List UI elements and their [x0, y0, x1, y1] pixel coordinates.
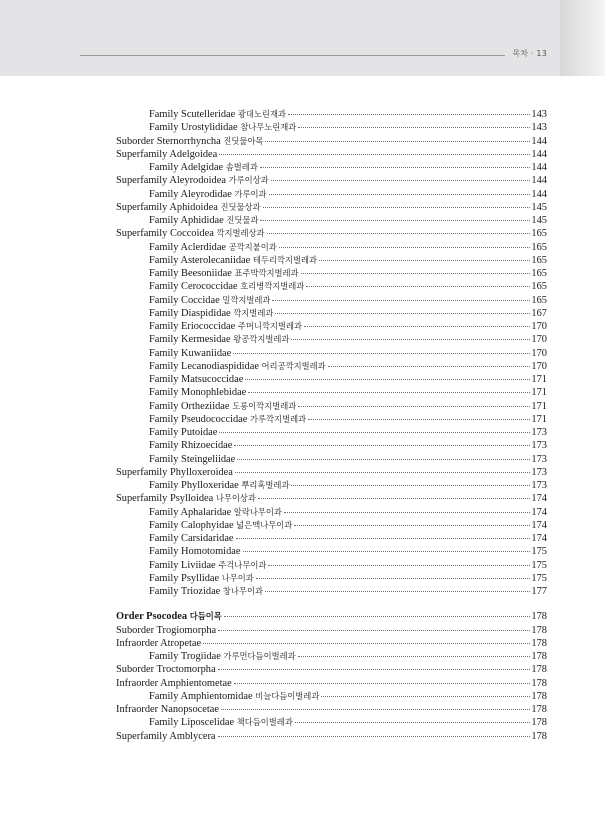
dot-leader	[284, 512, 530, 513]
toc-entry-label	[116, 254, 317, 267]
toc-entry[interactable]	[116, 610, 547, 623]
toc-entry-label	[116, 174, 269, 187]
toc-entry[interactable]	[116, 294, 547, 307]
toc-entry-page-number: 178	[531, 611, 547, 623]
toc-entry-page-number: 143	[531, 109, 547, 120]
dot-leader	[256, 578, 531, 579]
toc-entry-page-number: 144	[531, 175, 547, 187]
dot-leader	[291, 485, 530, 486]
toc-entry-korean-name: 주걱나무이과	[218, 559, 267, 570]
dot-leader	[295, 722, 531, 723]
toc-entry-page-number: 178	[531, 637, 547, 649]
toc-entry[interactable]	[116, 320, 547, 333]
dot-leader	[258, 498, 530, 499]
toc-entry-name: Family Psyllidae	[149, 572, 220, 584]
toc-entry-name: Family Coccidae	[149, 294, 220, 306]
toc-entry[interactable]	[116, 637, 547, 650]
toc-entry-label	[116, 241, 277, 254]
toc-entry-label	[116, 466, 233, 479]
dot-leader	[271, 180, 531, 181]
toc-entry-korean-name: 공깍지붙이과	[228, 241, 277, 252]
toc-entry-page-number: 167	[531, 307, 547, 319]
toc-entry-label	[116, 663, 216, 676]
toc-entry-label	[116, 479, 289, 492]
toc-entry-page-number: 165	[531, 294, 547, 306]
toc-entry-page-number: 173	[531, 440, 547, 452]
toc-entry[interactable]	[116, 360, 547, 373]
toc-entry-korean-name: 주머니깍지벌레과	[237, 321, 302, 331]
toc-entry-label	[116, 506, 282, 519]
toc-entry-korean-name: 표주박깍지벌레과	[234, 268, 299, 278]
toc-entry-name: Family Scutelleridae	[149, 109, 236, 120]
header-band	[0, 0, 560, 76]
toc-entry-korean-name: 알락나무이과	[233, 506, 282, 517]
toc-entry-label	[116, 188, 267, 201]
toc-entry-page-number: 174	[531, 506, 547, 518]
toc-entry-korean-name: 가루이상과	[228, 175, 269, 186]
toc-entry-name: Family Lecanodiaspididae	[149, 360, 259, 372]
toc-entry-label	[116, 519, 292, 532]
toc-entry-page-number: 144	[531, 148, 547, 160]
toc-entry-page-number: 171	[531, 387, 547, 399]
toc-entry-label	[116, 624, 216, 637]
dot-leader	[243, 551, 531, 552]
toc-entry[interactable]	[116, 559, 547, 572]
toc-entry[interactable]	[116, 703, 547, 716]
toc-entry-label	[116, 280, 304, 293]
toc-entry-page-number: 144	[531, 162, 547, 173]
dot-leader	[298, 127, 530, 128]
running-head: 목차 · 13	[508, 48, 547, 59]
toc-entry-name: Family Adelgidae	[149, 162, 224, 173]
dot-leader	[248, 392, 530, 393]
header-shade	[560, 0, 605, 76]
toc-entry-label	[116, 716, 293, 729]
toc-entry-name: Family Kuwaniidae	[149, 347, 232, 359]
toc-entry[interactable]	[116, 426, 547, 439]
toc-entry-page-number: 145	[531, 201, 547, 213]
dot-leader	[263, 207, 531, 208]
toc-entry[interactable]	[116, 624, 547, 637]
toc-entry-korean-name: 밀깍지벌레과	[222, 294, 271, 305]
toc-entry-name: Superfamily Adelgoidea	[116, 148, 218, 160]
toc-entry-page-number: 173	[531, 466, 547, 478]
dot-leader	[298, 406, 530, 407]
dot-leader	[218, 630, 530, 631]
toc-entry-name: Superfamily Aphidoidea	[116, 201, 218, 213]
toc-entry[interactable]	[116, 254, 547, 267]
toc-entry-page-number: 165	[531, 241, 547, 253]
toc-entry[interactable]	[116, 506, 547, 519]
toc-entry-name: Family Rhizoecidae	[149, 440, 233, 452]
toc-entry-page-number: 173	[531, 453, 547, 465]
toc-entry[interactable]	[116, 227, 547, 240]
toc-entry-name: Family Asterolecaniidae	[149, 254, 251, 266]
toc-entry[interactable]	[116, 479, 547, 492]
toc-entry-korean-name: 도롱이깍지벌레과	[232, 400, 297, 411]
toc-entry-label	[116, 572, 254, 585]
dot-leader	[237, 459, 530, 460]
toc-entry-label	[116, 730, 216, 743]
toc-entry-name: Family Liviidae	[149, 559, 216, 571]
toc-entry-korean-name: 나무이상과	[215, 493, 256, 504]
toc-entry-name: Superfamily Amblycera	[116, 730, 216, 742]
toc-entry-page-number: 174	[531, 519, 547, 531]
toc-entry-name: Family Beesoniidae	[149, 268, 232, 279]
dot-leader	[260, 220, 530, 221]
toc-entry-label	[116, 214, 258, 227]
toc-entry-name: Infraorder Amphientometae	[116, 677, 232, 689]
toc-entry[interactable]	[116, 492, 547, 505]
toc-entry-label	[116, 677, 232, 690]
toc-entry-name: Family Aphalaridae	[149, 506, 232, 518]
toc-entry-name: Family Diaspididae	[149, 307, 231, 319]
toc-entry-name: Family Kermesidae	[149, 334, 231, 346]
toc-entry-page-number: 173	[531, 427, 547, 438]
toc-entry-label	[116, 413, 306, 426]
toc-entry-korean-name: 다듬이목	[189, 611, 222, 622]
toc-entry[interactable]	[116, 161, 547, 174]
toc-entry-page-number: 145	[531, 215, 547, 226]
toc-entry-korean-name: 가루먼다듬이벌레과	[223, 651, 296, 661]
toc-entry-label	[116, 532, 234, 545]
dot-leader	[268, 565, 530, 566]
toc-entry-page-number: 178	[531, 730, 547, 742]
toc-entry-page-number: 170	[531, 360, 547, 372]
dot-leader	[291, 339, 530, 340]
toc-entry-page-number: 175	[531, 559, 547, 571]
dot-leader	[233, 353, 530, 354]
toc-entry[interactable]	[116, 532, 547, 545]
dot-leader	[245, 379, 530, 380]
toc-entry-label	[116, 148, 217, 161]
toc-entry-label	[116, 333, 289, 346]
toc-entry-label	[116, 267, 299, 280]
toc-entry-label	[116, 201, 261, 214]
toc-entry-name: Family Calophyidae	[149, 519, 234, 531]
toc-entry-korean-name: 진딧물아목	[223, 135, 264, 146]
toc-entry-page-number: 178	[531, 651, 547, 662]
dot-leader	[269, 194, 531, 195]
toc-entry-korean-name: 어리공깍지벌레과	[261, 360, 326, 371]
toc-entry-label	[116, 294, 270, 307]
toc-entry[interactable]	[116, 347, 547, 360]
toc-entry-korean-name: 깍지벌레상과	[216, 228, 265, 239]
toc-entry-label	[116, 439, 232, 452]
dot-leader	[203, 643, 530, 644]
toc-entry-page-number: 178	[531, 624, 547, 636]
toc-entry-korean-name: 참나무노린재과	[240, 122, 297, 133]
toc-entry-label	[116, 373, 243, 386]
toc-entry-korean-name: 나무이과	[221, 572, 254, 583]
toc-entry-name: Family Urostylididae	[149, 122, 238, 134]
table-of-contents	[116, 108, 547, 743]
toc-entry-korean-name: 진딧물과	[226, 215, 259, 225]
toc-entry-name: Family Amphientomidae	[149, 690, 253, 702]
toc-entry-label	[116, 453, 235, 466]
dot-leader	[279, 247, 531, 248]
toc-entry-name: Suborder Trogiomorpha	[116, 624, 217, 636]
toc-entry[interactable]	[116, 174, 547, 187]
dot-leader	[294, 525, 530, 526]
dot-leader	[234, 445, 530, 446]
dot-leader	[288, 114, 530, 115]
toc-entry[interactable]	[116, 386, 547, 399]
dot-leader	[260, 167, 531, 168]
toc-entry-korean-name: 테두리깍지벌레과	[252, 254, 318, 265]
toc-entry-name: Family Aleyrodidae	[149, 188, 232, 200]
dot-leader	[267, 233, 531, 234]
toc-entry-page-number: 170	[531, 321, 547, 332]
toc-entry-name: Family Eriococcidae	[149, 321, 236, 332]
toc-entry-page-number: 165	[531, 254, 547, 266]
toc-entry-korean-name: 가루깍지벌레과	[250, 413, 307, 424]
dot-leader	[308, 419, 530, 420]
toc-entry[interactable]	[116, 519, 547, 532]
toc-entry-name: Family Trogiidae	[149, 651, 221, 662]
dot-leader	[301, 273, 531, 274]
toc-entry-name: Family Ortheziidae	[149, 400, 230, 412]
toc-entry-name: Family Pseudococcidae	[149, 413, 248, 425]
toc-entry-page-number: 170	[531, 334, 547, 346]
toc-entry-name: Order Psocodea	[116, 611, 188, 623]
toc-entry-korean-name: 호리병깍지벌레과	[240, 281, 305, 292]
dot-leader	[298, 656, 531, 657]
toc-entry-page-number: 175	[531, 572, 547, 584]
dot-leader	[319, 260, 530, 261]
toc-entry[interactable]	[116, 585, 547, 598]
toc-entry[interactable]	[116, 267, 547, 280]
dot-leader	[275, 313, 530, 314]
header-rule	[80, 55, 505, 56]
toc-entry-name: Family Monophlebidae	[149, 387, 247, 399]
toc-entry-page-number: 144	[531, 135, 547, 147]
toc-entry-name: Family Homotomidae	[149, 546, 241, 558]
dot-leader	[265, 591, 530, 592]
toc-entry-name: Infraorder Nanopsocetae	[116, 704, 219, 715]
toc-entry-korean-name: 비늘다듬이벌레과	[255, 690, 320, 701]
toc-entry-name: Superfamily Aleyrodoidea	[116, 175, 226, 187]
toc-entry-name: Family Carsidaridae	[149, 533, 234, 544]
toc-entry-label	[116, 400, 296, 413]
dot-leader	[219, 154, 530, 155]
dot-leader	[224, 616, 531, 617]
toc-entry-name: Family Steingeliidae	[149, 453, 236, 465]
toc-entry-page-number: 173	[531, 480, 547, 491]
toc-entry[interactable]	[116, 677, 547, 690]
toc-entry-korean-name: 솜벌레과	[225, 162, 258, 172]
toc-entry[interactable]	[116, 188, 547, 201]
toc-entry-korean-name: 광대노린재과	[237, 109, 286, 119]
toc-entry[interactable]	[116, 201, 547, 214]
toc-entry-label	[116, 637, 201, 650]
dot-leader	[235, 472, 531, 473]
toc-entry-page-number: 177	[531, 586, 547, 597]
toc-entry-label	[116, 585, 263, 598]
toc-entry-label	[116, 320, 302, 333]
toc-entry-label	[116, 227, 265, 240]
toc-entry[interactable]	[116, 690, 547, 703]
toc-entry-page-number: 178	[531, 664, 547, 676]
toc-entry-label	[116, 650, 296, 663]
dot-leader	[221, 709, 530, 710]
toc-entry[interactable]	[116, 413, 547, 426]
toc-entry-name: Suborder Sternorrhyncha	[116, 135, 221, 147]
toc-entry-page-number: 174	[531, 493, 547, 505]
toc-entry-page-number: 143	[531, 122, 547, 134]
toc-entry[interactable]	[116, 650, 547, 663]
toc-entry-label	[116, 426, 217, 439]
dot-leader	[219, 432, 530, 433]
toc-entry-page-number: 175	[531, 546, 547, 558]
toc-entry-name: Superfamily Phylloxeroidea	[116, 466, 233, 478]
toc-entry-korean-name: 넓은맥나무이과	[236, 519, 293, 530]
toc-entry-name: Family Matsucoccidae	[149, 374, 244, 385]
toc-entry-page-number: 165	[531, 228, 547, 240]
toc-entry-label	[116, 703, 219, 716]
toc-entry-page-number: 178	[531, 717, 547, 729]
toc-entry-korean-name: 깍지벌레과	[233, 307, 274, 318]
toc-entry[interactable]	[116, 439, 547, 452]
toc-entry-korean-name: 책다듬이벌레과	[236, 717, 293, 728]
toc-entry-name: Family Cerococcidae	[149, 281, 238, 293]
toc-entry-korean-name: 창나무이과	[222, 586, 263, 596]
toc-entry-label	[116, 386, 246, 399]
dot-leader	[328, 366, 531, 367]
toc-entry[interactable]	[116, 716, 547, 729]
toc-entry-korean-name: 가루이과	[234, 188, 267, 199]
toc-entry-page-number: 178	[531, 677, 547, 689]
toc-entry-label	[116, 108, 286, 121]
toc-entry[interactable]	[116, 453, 547, 466]
toc-entry[interactable]	[116, 572, 547, 585]
toc-entry[interactable]	[116, 241, 547, 254]
dot-leader	[218, 736, 531, 737]
toc-entry-label	[116, 545, 241, 558]
toc-entry[interactable]	[116, 108, 547, 121]
toc-entry-page-number: 178	[531, 690, 547, 702]
toc-entry-korean-name: 뿌리혹벌레과	[241, 480, 290, 490]
dot-leader	[304, 326, 530, 327]
toc-entry-korean-name: 왕공깍지벌레과	[233, 334, 290, 345]
toc-entry[interactable]	[116, 214, 547, 227]
toc-entry-page-number: 174	[531, 533, 547, 544]
toc-entry-page-number: 171	[531, 413, 547, 425]
toc-entry-label	[116, 307, 273, 320]
dot-leader	[218, 669, 531, 670]
toc-entry-page-number: 144	[531, 188, 547, 200]
dot-leader	[306, 286, 530, 287]
toc-entry-name: Family Aphididae	[149, 215, 224, 226]
toc-entry-name: Family Phylloxeridae	[149, 480, 239, 491]
toc-entry[interactable]	[116, 400, 547, 413]
dot-leader	[272, 300, 530, 301]
toc-entry-name: Suborder Troctomorpha	[116, 664, 216, 676]
toc-entry-name: Superfamily Psylloidea	[116, 493, 214, 505]
toc-entry[interactable]	[116, 545, 547, 558]
toc-entry-label	[116, 121, 296, 134]
toc-entry[interactable]	[116, 280, 547, 293]
toc-entry[interactable]	[116, 333, 547, 346]
toc-entry-label	[116, 690, 319, 703]
toc-entry-name: Family Aclerdidae	[149, 241, 227, 253]
toc-entry-name: Infraorder Atropetae	[116, 637, 202, 649]
toc-entry-label	[116, 559, 266, 572]
toc-entry[interactable]	[116, 466, 547, 479]
toc-entry[interactable]	[116, 135, 547, 148]
dot-leader	[236, 538, 531, 539]
toc-entry[interactable]	[116, 730, 547, 743]
toc-entry-label	[116, 610, 222, 623]
toc-entry[interactable]	[116, 307, 547, 320]
toc-entry[interactable]	[116, 373, 547, 386]
toc-entry[interactable]	[116, 663, 547, 676]
toc-entry-page-number: 178	[531, 704, 547, 715]
toc-entry-name: Family Putoidae	[149, 427, 218, 438]
toc-entry-label	[116, 135, 263, 148]
toc-entry-label	[116, 161, 258, 174]
toc-entry-name: Family Triozidae	[149, 586, 221, 597]
toc-entry-label	[116, 347, 231, 360]
toc-entry[interactable]	[116, 148, 547, 161]
dot-leader	[234, 683, 531, 684]
toc-entry-page-number: 165	[531, 281, 547, 293]
toc-entry-name: Family Liposcelidae	[149, 717, 235, 729]
toc-entry-name: Superfamily Coccoidea	[116, 228, 214, 240]
toc-entry[interactable]	[116, 121, 547, 134]
toc-entry-label	[116, 360, 326, 373]
toc-entry-page-number: 165	[531, 268, 547, 279]
dot-leader	[321, 696, 530, 697]
toc-entry-page-number: 170	[531, 347, 547, 359]
toc-entry-korean-name: 진딧물상과	[220, 201, 261, 212]
toc-entry-page-number: 171	[531, 374, 547, 385]
toc-entry-label	[116, 492, 256, 505]
toc-entry-page-number: 171	[531, 400, 547, 412]
dot-leader	[265, 141, 530, 142]
